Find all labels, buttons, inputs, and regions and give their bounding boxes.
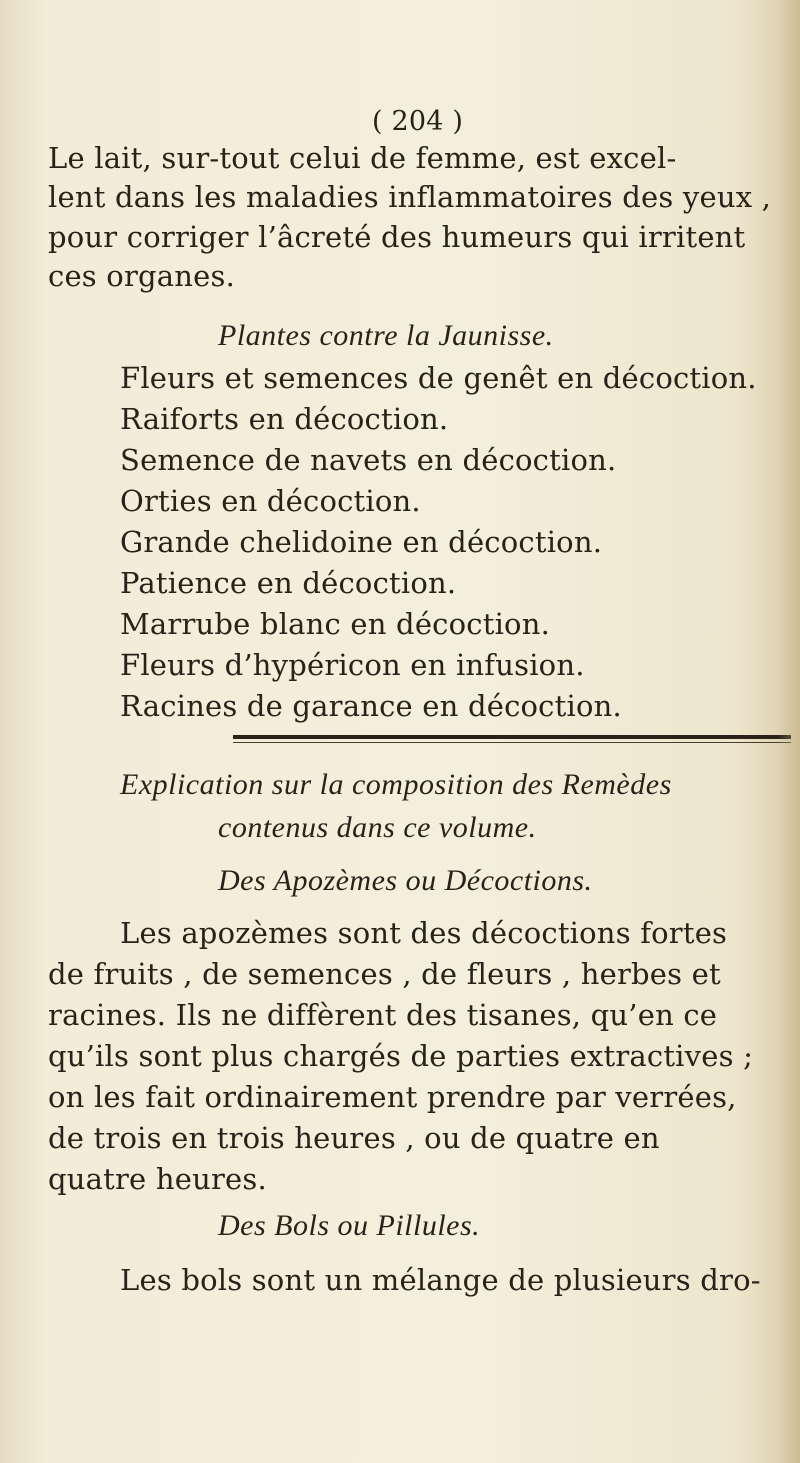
section-divider — [233, 735, 791, 739]
text-line: de fruits , de semences , de fleurs , herbes et — [48, 957, 721, 991]
text-line: quatre heures. — [48, 1162, 267, 1196]
text-line: racines. Ils ne diffèrent des tisanes, qu’en ce — [48, 998, 718, 1032]
section-divider-thin — [233, 742, 791, 743]
list-item: Orties en décoction. — [120, 484, 421, 518]
section-subtitle: contenus dans ce volume. — [218, 811, 537, 844]
list-item: Semence de navets en décoction. — [120, 443, 617, 477]
text-line: qu’ils sont plus chargés de parties extractives ; — [48, 1039, 754, 1073]
list-item: Racines de garance en décoction. — [120, 689, 622, 723]
list-item: Fleurs d’hypéricon en infusion. — [120, 648, 585, 682]
text-line: Les bols sont un mélange de plusieurs dro- — [120, 1263, 761, 1297]
list-item: Marrube blanc en décoction. — [120, 607, 551, 641]
list-item: Raiforts en décoction. — [120, 402, 449, 436]
section-title-jaunisse: Plantes contre la Jaunisse. — [218, 319, 554, 352]
section-title-explication: Explication sur la composition des Remèdes — [120, 768, 672, 801]
section-title-bols: Des Bols ou Pillules. — [218, 1209, 481, 1242]
text-line: Les apozèmes sont des décoctions fortes — [120, 916, 728, 950]
text-line: Le lait, sur-tout celui de femme, est excel- — [48, 141, 677, 175]
list-item: Grande chelidoine en décoction. — [120, 525, 603, 559]
text-line: ces organes. — [48, 259, 236, 293]
list-item: Patience en décoction. — [120, 566, 457, 600]
section-title-apozemes: Des Apozèmes ou Décoctions. — [218, 864, 593, 897]
text-line: pour corriger l’âcreté des humeurs qui irritent — [48, 220, 746, 254]
text-line: on les fait ordinairement prendre par verrées, — [48, 1080, 737, 1114]
text-line: lent dans les maladies inflammatoires des yeux , — [48, 180, 772, 214]
text-line: de trois en trois heures , ou de quatre en — [48, 1121, 660, 1155]
list-item: Fleurs et semences de genêt en décoction. — [120, 361, 757, 395]
page-number: ( 204 ) — [372, 106, 464, 137]
